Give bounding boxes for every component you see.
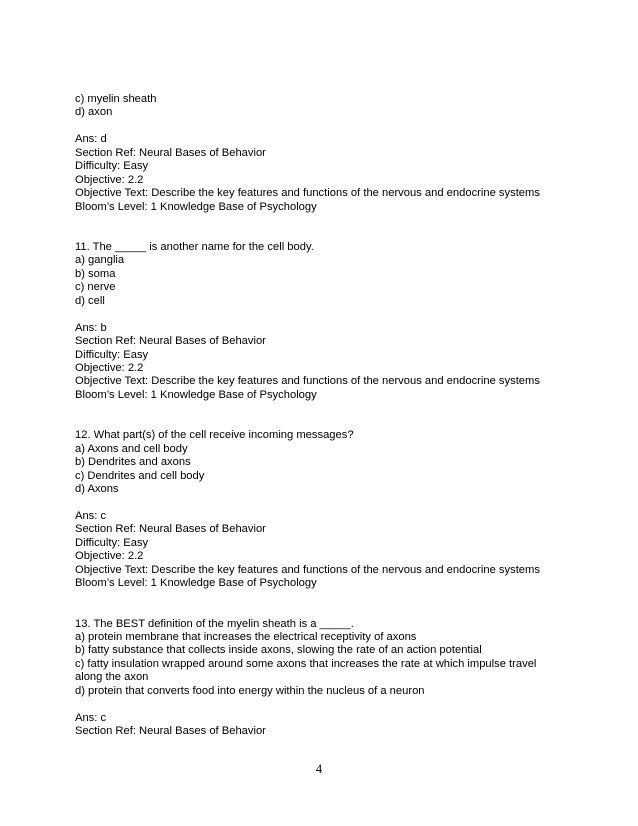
option-b: b) fatty substance that collects inside axons, slowing the rate of an action potential: [75, 644, 482, 657]
answer: Ans: d: [75, 133, 107, 146]
blooms-level: Bloom’s Level: 1 Knowledge Base of Psychology: [75, 577, 317, 590]
question-11: [75, 241, 615, 402]
option-c-continued: along the axon: [75, 671, 149, 684]
difficulty: Difficulty: Easy: [75, 348, 149, 361]
section-ref: Section Ref: Neural Bases of Behavior: [75, 523, 266, 536]
option-d: d) protein that converts food into energy within the nucleus of a neuron: [75, 684, 425, 697]
option-d: d) axon: [75, 106, 113, 119]
answer: Ans: b: [75, 321, 107, 334]
page-content: [75, 93, 615, 739]
objective-text: Objective Text: Describe the key features and functions of the nervous and endocrine systems: [75, 187, 540, 200]
answer: Ans: c: [75, 711, 107, 724]
option-c: c) nerve: [75, 281, 116, 294]
option-d: d) cell: [75, 294, 105, 307]
option-c: c) myelin sheath: [75, 93, 157, 105]
question-stem: 13. The BEST definition of the myelin sheath is a _____.: [75, 617, 354, 630]
objective: Objective: 2.2: [75, 173, 144, 186]
question-stem: 11. The _____ is another name for the cell body.: [75, 240, 314, 253]
objective-text: Objective Text: Describe the key features and functions of the nervous and endocrine systems: [75, 375, 540, 388]
question-10-tail: [75, 93, 615, 214]
question-13: [75, 618, 615, 739]
page-number: 4: [315, 762, 323, 776]
option-a: a) protein membrane that increases the electrical receptivity of axons: [75, 631, 417, 644]
section-ref: Section Ref: Neural Bases of Behavior: [75, 335, 266, 348]
option-b: b) soma: [75, 267, 116, 280]
section-ref: Section Ref: Neural Bases of Behavior: [75, 146, 266, 159]
option-c: c) Dendrites and cell body: [75, 469, 205, 482]
option-a: a) ganglia: [75, 254, 125, 267]
option-a: a) Axons and cell body: [75, 442, 188, 455]
option-b: b) Dendrites and axons: [75, 456, 191, 469]
answer: Ans: c: [75, 509, 107, 522]
blooms-level: Bloom’s Level: 1 Knowledge Base of Psychology: [75, 200, 317, 213]
objective: Objective: 2.2: [75, 362, 144, 375]
option-c: c) fatty insulation wrapped around some axons that increases the rate at which impulse travel: [75, 657, 537, 670]
difficulty: Difficulty: Easy: [75, 160, 149, 173]
objective: Objective: 2.2: [75, 550, 144, 563]
question-12: [75, 429, 615, 590]
section-ref: Section Ref: Neural Bases of Behavior: [75, 725, 266, 738]
blooms-level: Bloom’s Level: 1 Knowledge Base of Psychology: [75, 388, 317, 401]
objective-text: Objective Text: Describe the key features and functions of the nervous and endocrine systems: [75, 563, 540, 576]
option-d: d) Axons: [75, 483, 119, 496]
difficulty: Difficulty: Easy: [75, 536, 149, 549]
question-stem: 12. What part(s) of the cell receive incoming messages?: [75, 429, 354, 442]
